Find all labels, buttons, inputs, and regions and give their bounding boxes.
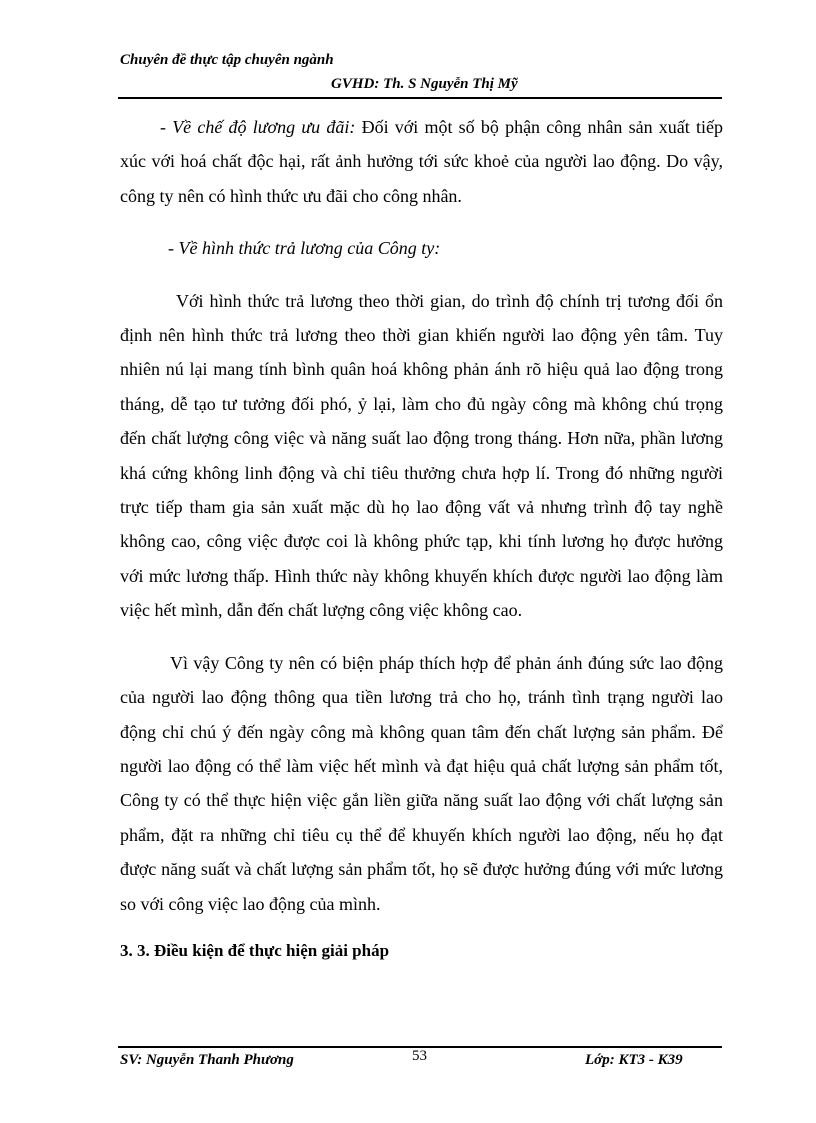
paragraph-time-based-pay: Với hình thức trả lương theo thời gian, do trình độ chính trị tương đối ổn định nên hình thức trả lương theo thời gian khiến người lao động yên tâm. Tuy nhiên nú lại mang tính bình quân hoá không phản ánh rõ hiệu quả lao động trong tháng, dễ tạo tư tưởng đối phó, ỷ lại, làm cho đủ ngày công mà không chú trọng đến chất lượng công việc và năng suất lao động trong tháng. Hơn nữa, phần lương khá cứng không linh động và chỉ tiêu thưởng chưa hợp lí. Trong đó những người trực tiếp tham gia sản xuất mặc dù họ lao động vất vả nhưng trình độ tay nghề không cao, công việc được coi là không phức tạp, khi tính lương họ được hưởng với mức lương thấp. Hình thức này không khuyến khích được người lao động làm việc hết mình, dẫn đến chất lượng công việc không cao. [120,290,723,621]
header-advisor: GVHD: Th. S Nguyễn Thị Mỹ [331,76,518,92]
paragraph-preferential-salary [120,110,723,213]
header-topic: Chuyên đề thực tập chuyên ngành [120,52,334,68]
paragraph-recommendation: Vì vậy Công ty nên có biện pháp thích hợp để phản ánh đúng sức lao động của người lao động thông qua tiền lương trả cho họ, tránh tình trạng người lao động chỉ chú ý đến ngày công mà không quan tâm đến chất lượng sản phẩm. Để người lao động có thể làm việc hết mình và đạt hiệu quả chất lượng sản phẩm tốt, Công ty có thể thực hiện việc gắn liền giữa năng suất lao động với chất lượng sản phẩm, đặt ra những chỉ tiêu cụ thể để khuyến khích người lao động, nếu họ đạt được năng suất và chất lượng sản phẩm tốt, họ sẽ được hưởng đúng với mức lương so với công việc lao động của mình. [120,652,723,914]
page-number: 53 [412,1048,427,1064]
footer-student: SV: Nguyễn Thanh Phương [120,1052,294,1068]
paragraph-label: - Về chế độ lương ưu đãi: [160,117,356,137]
footer-class: Lớp: KT3 - K39 [585,1052,683,1068]
header-rule [118,97,722,99]
body-text [120,110,723,921]
section-heading: 3. 3. Điều kiện để thực hiện giải pháp [120,941,390,960]
subheading-payment-form: - Về hình thức trả lương của Công ty: [168,238,441,259]
paragraph-text: Đối với một số bộ phận công nhân sản xuất tiếp xúc với hoá chất độc hại, rất ảnh hưởng tới sức khoẻ của người lao động. Do vậy, công ty nên có hình thức ưu đãi cho công nhân. [120,117,723,206]
